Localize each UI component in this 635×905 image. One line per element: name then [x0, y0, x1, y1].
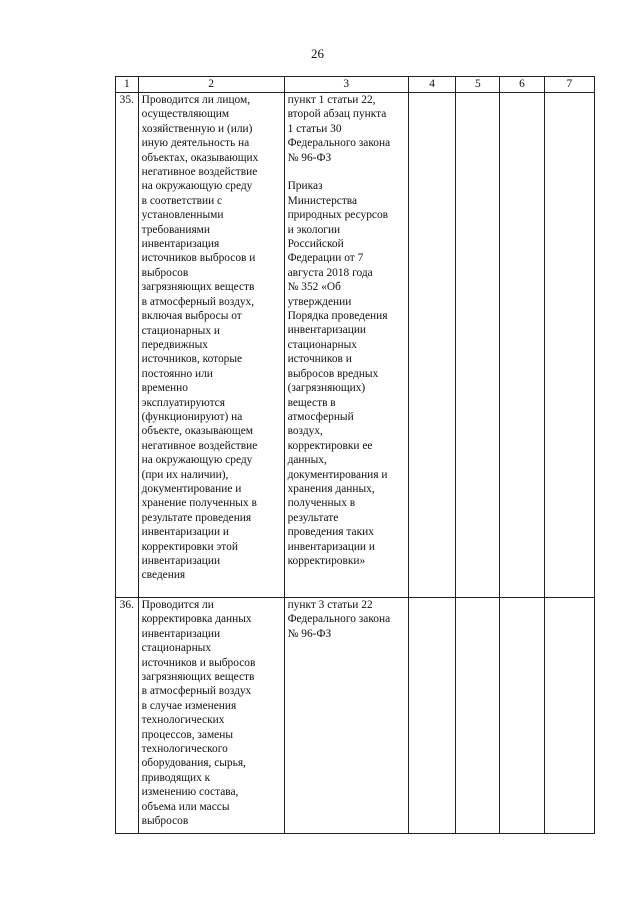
cell-col-4	[408, 598, 455, 834]
text-line: корректировки этой	[141, 540, 238, 553]
text-line: пункт 3 статьи 22	[287, 599, 373, 611]
text-line: оборудования, сырья,	[141, 757, 246, 770]
text-line: в атмосферный воздух,	[141, 295, 255, 308]
header-col-3: 3	[284, 77, 408, 93]
text-line: загрязняющих веществ	[141, 671, 255, 684]
text-line: документирования и	[287, 468, 388, 481]
header-col-6: 6	[500, 77, 544, 93]
text-line: корректировки»	[287, 554, 366, 567]
text-line: Федерального закона	[287, 613, 391, 626]
text-line: стационарных	[287, 338, 357, 351]
text-line: источников и	[287, 353, 352, 366]
text-line: объектах, оказывающих	[141, 151, 259, 164]
header-col-1: 1	[116, 77, 139, 93]
text-line: стационарных и	[141, 324, 220, 337]
header-col-7: 7	[544, 77, 594, 93]
text-line: Министерства	[287, 194, 358, 207]
text-line: Проводится ли лицом,	[141, 94, 251, 106]
text-line: полученных в	[287, 497, 356, 510]
text-line: требованиями	[141, 223, 210, 236]
table-row	[116, 598, 595, 834]
cell-col-5	[456, 93, 500, 598]
text-line: природных ресурсов	[287, 209, 389, 222]
text-line: негативное воздействие	[141, 439, 258, 452]
text-line: второй абзац пункта	[287, 108, 387, 121]
text-line: объекте, оказывающем	[141, 425, 253, 438]
text-line: в случае изменения	[141, 699, 237, 712]
text-line: Проводится ли	[141, 599, 214, 611]
text-line: Приказ	[287, 180, 323, 193]
header-col-5: 5	[456, 77, 500, 93]
text-line: источников, которые	[141, 353, 243, 366]
cell-col-7	[544, 598, 594, 834]
text-line: 1 статьи 30	[287, 122, 342, 135]
text-line: воздух,	[287, 425, 323, 438]
text-line: установленными	[141, 209, 224, 222]
text-line: № 96-ФЗ	[287, 627, 332, 640]
text-line: эксплуатируются	[141, 396, 225, 409]
text-line: Российской	[287, 238, 344, 251]
checklist-table	[115, 76, 595, 834]
text-line: (функционируют) на	[141, 410, 243, 423]
text-line: осуществляющим	[141, 108, 230, 121]
table-header-row	[116, 77, 595, 93]
text-line: № 352 «Об	[287, 281, 341, 294]
text-line: инвентаризация	[141, 238, 220, 251]
legal-reference	[284, 598, 408, 834]
text-line: приводящих к	[141, 771, 211, 784]
page-number: 26	[311, 46, 324, 61]
text-line: источников выбросов и	[141, 252, 256, 265]
text-line: негативное воздействие	[141, 166, 258, 179]
text-line: (при их наличии),	[141, 468, 229, 481]
cell-col-7	[544, 93, 594, 598]
text-line: проведения таких	[287, 526, 374, 539]
text-line: в соответствии с	[141, 194, 223, 207]
text-line: сведения	[141, 569, 186, 582]
text-line: данных,	[287, 454, 327, 467]
text-line: загрязняющих веществ	[141, 281, 255, 294]
header-col-2: 2	[138, 77, 284, 93]
text-line: технологических	[141, 714, 225, 727]
requirement-question	[138, 93, 284, 598]
row-number: 36.	[116, 598, 139, 834]
text-line: объема или массы	[141, 800, 230, 813]
text-line: временно	[141, 382, 188, 395]
text-line: процессов, замены	[141, 728, 233, 741]
text-line: на окружающую среду	[141, 454, 253, 467]
text-line: атмосферный	[287, 410, 354, 423]
cell-col-6	[500, 93, 544, 598]
text-line: документирование и	[141, 482, 242, 495]
text-line: Федерального закона	[287, 137, 391, 150]
text-line: хранения данных,	[287, 482, 375, 495]
text-line: инвентаризации и	[287, 540, 375, 553]
text-line: корректировка данных	[141, 613, 252, 626]
text-line: выбросов	[141, 815, 189, 828]
text-line: технологического	[141, 743, 228, 756]
text-line: инвентаризации	[141, 627, 221, 640]
reference-order	[288, 179, 405, 568]
text-line: инвентаризации и	[141, 526, 230, 539]
row-number: 35.	[116, 93, 139, 598]
requirement-question	[138, 598, 284, 834]
text-line: хранение полученных в	[141, 497, 257, 510]
reference-law	[288, 598, 405, 641]
cell-col-6	[500, 598, 544, 834]
text-line: августа 2018 года	[287, 266, 373, 279]
cell-col-4	[408, 93, 455, 598]
reference-law	[288, 93, 405, 165]
text-line: утверждении	[287, 295, 352, 308]
text-line: веществ в	[287, 396, 336, 409]
text-line: корректировки ее	[287, 439, 373, 452]
text-line: результате	[287, 511, 339, 524]
text-line: инвентаризации	[141, 555, 221, 567]
text-line: (загрязняющих)	[287, 382, 366, 395]
text-line: инвентаризации	[287, 324, 367, 337]
text-line: в атмосферный воздух	[141, 685, 252, 698]
text-line: на окружающую среду	[141, 180, 253, 193]
text-line: стационарных	[141, 642, 212, 655]
text-line: Порядка проведения	[287, 310, 388, 323]
cell-col-5	[456, 598, 500, 834]
text-line: источников и выбросов	[141, 656, 256, 669]
text-line: постоянно или	[141, 367, 213, 380]
text-line: пункт 1 статьи 22,	[287, 94, 376, 106]
text-line: Федерации от 7	[287, 252, 364, 265]
text-line: иную деятельность на	[141, 137, 250, 150]
text-line: включая выбросы от	[141, 310, 242, 323]
header-col-4: 4	[408, 77, 455, 93]
text-line: и экологии	[287, 223, 341, 236]
text-line: передвижных	[141, 338, 208, 351]
legal-reference	[284, 93, 408, 598]
text-line: выбросов вредных	[287, 367, 379, 380]
text-line: № 96-ФЗ	[287, 151, 332, 164]
text-line: хозяйственную и (или)	[141, 122, 253, 135]
text-line: изменению состава,	[141, 786, 239, 799]
text-line: выбросов	[141, 266, 189, 279]
table-row	[116, 93, 595, 598]
text-line: результате проведения	[141, 511, 252, 524]
